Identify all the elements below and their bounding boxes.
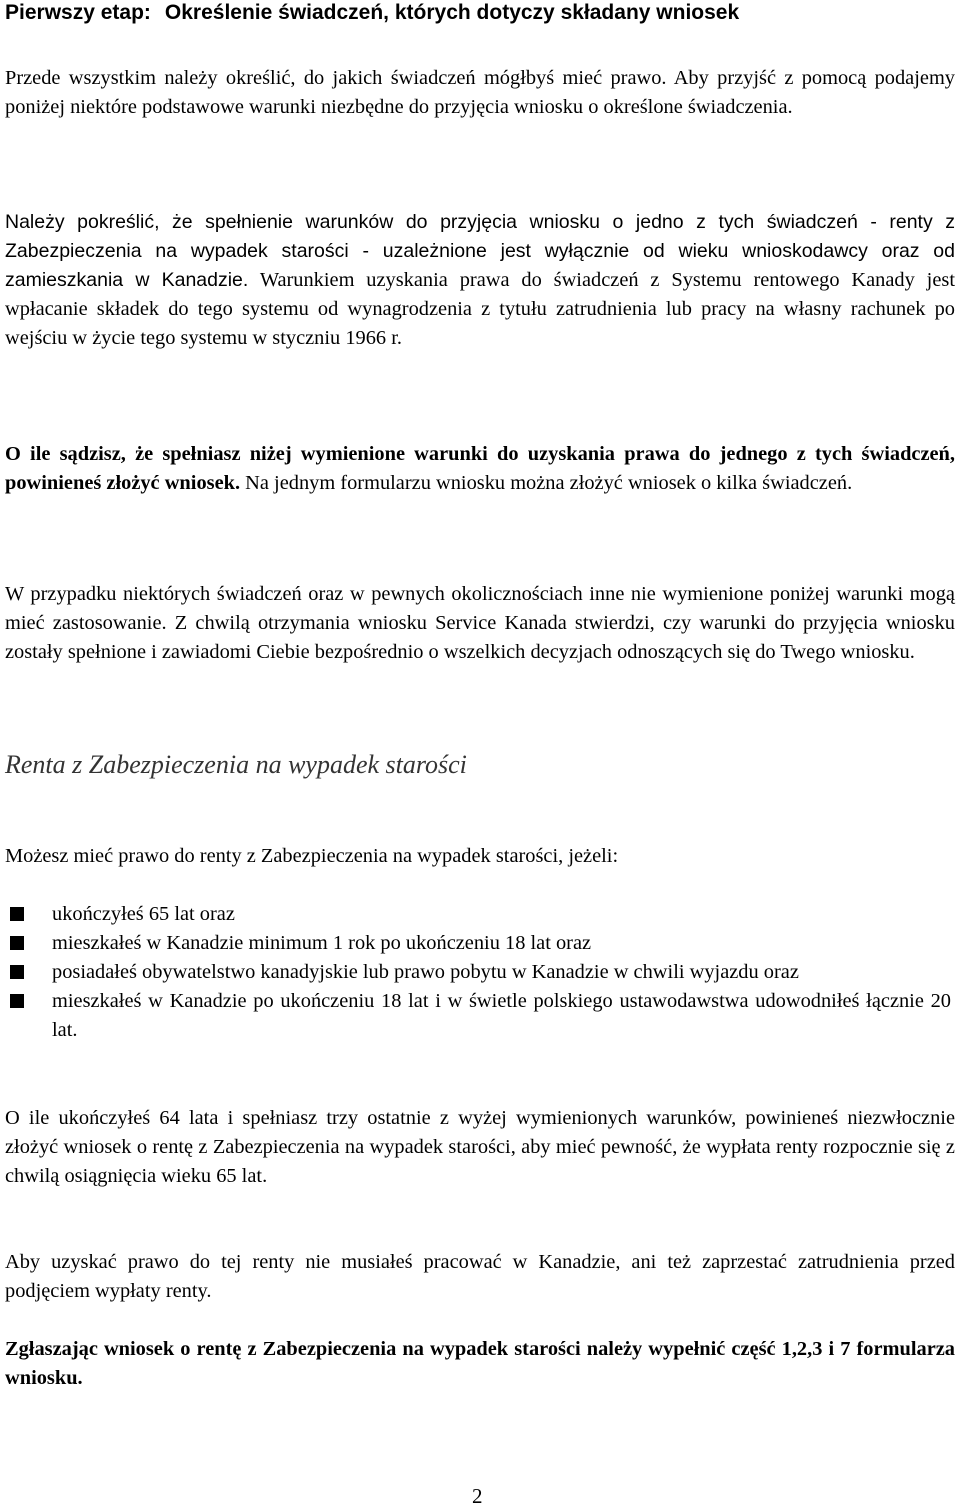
- list-item-text: ukończyłeś 65 lat oraz: [52, 903, 235, 925]
- age-64-paragraph: O ile ukończyłeś 64 lata i spełniasz trzy ostatnie z wyżej wymienionych warunków, powinieneś niezwłocznie złożyć wniosek o rentę z Zabezpieczenia na wypadek starości, aby mieć pewność, że wypłata renty rozpocznie się z chwilą osiągnięcia wieku 65 lat.: [5, 1107, 955, 1187]
- list-item: [5, 900, 951, 929]
- application-rest-text: Na jednym formularzu wniosku można złożyć wniosek o kilka świadczeń.: [245, 472, 853, 494]
- other-conditions-paragraph: W przypadku niektórych świadczeń oraz w pewnych okolicznościach inne nie wymienione poniżej warunki mogą mieć zastosowanie. Z chwilą otrzymania wniosku Service Kanada stwierdzi, czy warunki do przyjęcia wniosku zostały spełnione i zawiadomi Ciebie bezpośrednio o wszelkich decyzjach odnoszących się do Twego wniosku.: [5, 583, 955, 663]
- list-item-text: mieszkałeś w Kanadzie minimum 1 rok po ukończeniu 18 lat oraz: [52, 932, 592, 954]
- square-bullet-icon: [10, 965, 24, 979]
- heading-title: Określenie świadczeń, których dotyczy składany wniosek: [164, 1, 740, 24]
- intro-paragraph: Przede wszystkim należy określić, do jakich świadczeń mógłbyś mieć prawo. Aby przyjść z pomocą podajemy poniżej niektóre podstawowe warunki niezbędne do przyjęcia wniosku o określone świadczenia.: [5, 67, 955, 118]
- list-item: [5, 929, 951, 958]
- conditions-sans-text: Należy pokreślić, że spełnienie warunków do przyjęcia wniosku o jedno z tych świadczeń - renty z Zabezpieczenia na wypadek starości - uzależnione jest wyłącznie od wieku wnioskodawcy oraz od zamieszkania w Kanadzie.: [5, 211, 955, 291]
- work-paragraph: Aby uzyskać prawo do tej renty nie musiałeś pracować w Kanadzie, ani też zaprzestać zatrudnienia przed podjęciem wypłaty renty.: [5, 1251, 955, 1302]
- list-item: [5, 987, 951, 1045]
- form-parts-paragraph: Zgłaszając wniosek o rentę z Zabezpieczenia na wypadek starości należy wypełnić część 1,2,3 i 7 formularza wniosku.: [5, 1338, 955, 1389]
- page-number: 2: [472, 1484, 483, 1508]
- conditions-paragraph: [5, 208, 955, 353]
- page-heading: [5, 0, 739, 26]
- list-item: [5, 958, 951, 987]
- heading-label: Pierwszy etap:: [5, 1, 151, 24]
- conditions-serif-text: Warunkiem uzyskania prawa do świadczeń z Systemu rentowego Kanady jest wpłacanie składek do tego systemu od wynagrodzenia z tytułu zatrudnienia lub pracy na własny rachunek po wejściu w życie tego systemu w styczniu 1966 r.: [5, 269, 955, 349]
- application-bold-text: O ile sądzisz, że spełniasz niżej wymienione warunki do uzyskania prawa do jednego z tych świadczeń, powinieneś złożyć wniosek.: [5, 443, 955, 494]
- square-bullet-icon: [10, 936, 24, 950]
- section-intro: Możesz mieć prawo do renty z Zabezpieczenia na wypadek starości, jeżeli:: [5, 845, 619, 867]
- square-bullet-icon: [10, 994, 24, 1008]
- list-item-text: posiadałeś obywatelstwo kanadyjskie lub prawo pobytu w Kanadzie w chwili wyjazdu oraz: [52, 961, 799, 983]
- list-item-text: mieszkałeś w Kanadzie po ukończeniu 18 lat i w świetle polskiego ustawodawstwa udowodniłeś łącznie 20 lat.: [52, 990, 951, 1041]
- application-paragraph: [5, 440, 955, 498]
- conditions-list: [5, 900, 951, 1045]
- section-title: Renta z Zabezpieczenia na wypadek starości: [5, 750, 467, 779]
- square-bullet-icon: [10, 907, 24, 921]
